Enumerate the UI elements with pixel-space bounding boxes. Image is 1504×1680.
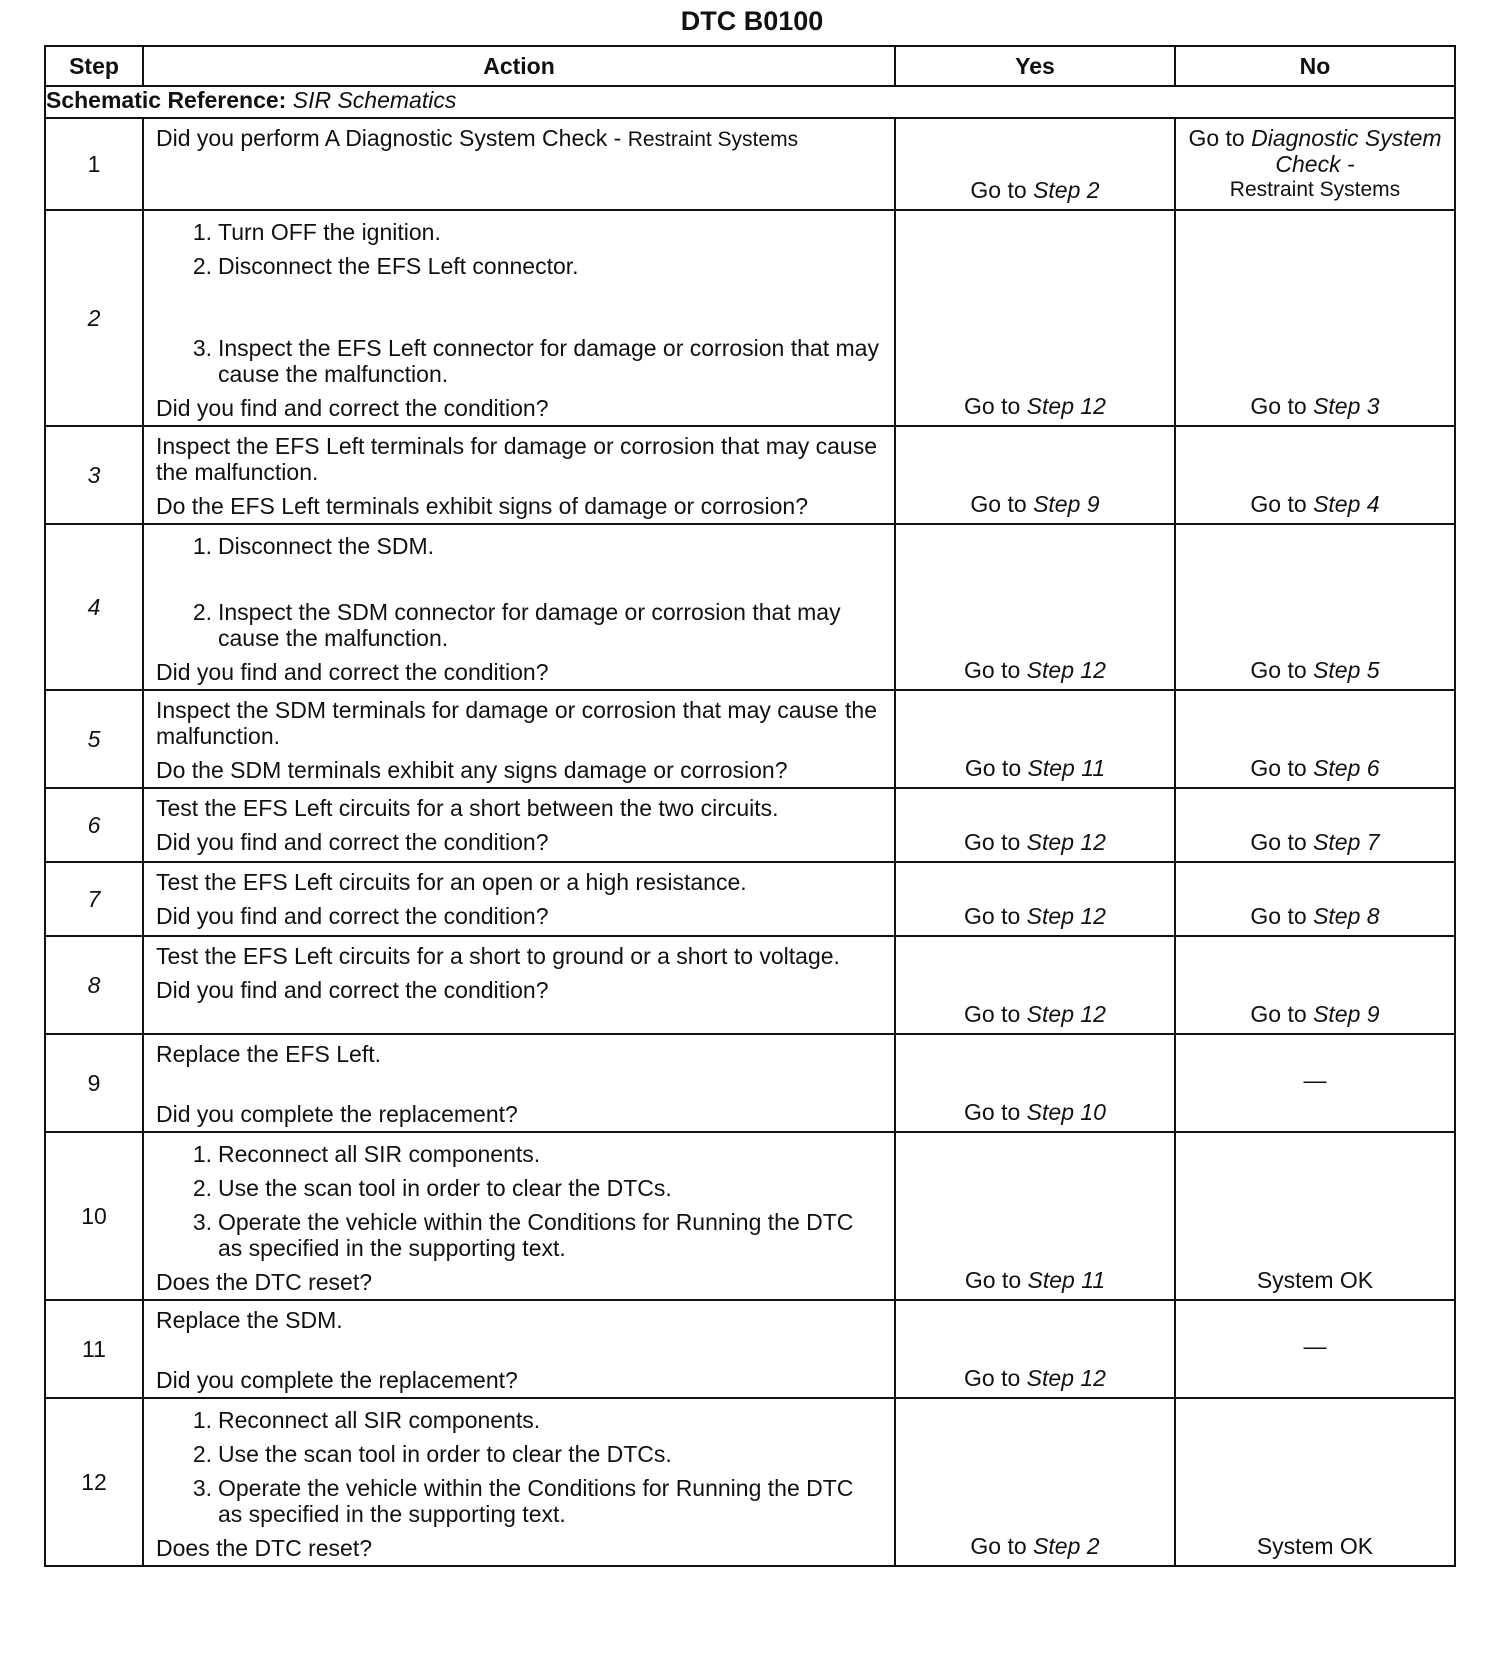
- action-text: Inspect the EFS Left terminals for damage or corrosion that may cause the malfunction.: [156, 433, 878, 485]
- yes-target: 11: [1081, 755, 1106, 781]
- no-cell: Go to Step 3: [1175, 210, 1455, 426]
- no-cell: Go to Step 4: [1175, 426, 1455, 524]
- step-number: 5: [45, 690, 143, 788]
- list-item: 2. Use the scan tool in order to clear the DTCs.: [192, 1175, 672, 1201]
- action-cell: [143, 524, 895, 690]
- no-target: 8: [1366, 903, 1380, 929]
- list-item: 3. Operate the vehicle within the Conditions for Running the DTC as specified in the supporting text.: [192, 1475, 854, 1527]
- action-cell: [143, 1398, 895, 1566]
- action-text: Replace the EFS Left.: [156, 1041, 382, 1067]
- no-cell: [1175, 1398, 1455, 1566]
- action-text: Test the EFS Left circuits for a short to ground or a short to voltage.: [156, 943, 840, 969]
- question-text: Did you complete the replacement?: [156, 1101, 518, 1127]
- action-cell: [143, 936, 895, 1034]
- header-row: [45, 46, 1455, 86]
- list-item: 1. Disconnect the SDM.: [192, 533, 435, 559]
- question-text: Do the EFS Left terminals exhibit signs of damage or corrosion?: [156, 493, 808, 519]
- yes-target: 12: [1080, 1001, 1106, 1027]
- dash: —: [1303, 1333, 1327, 1359]
- yes-target: 2: [1086, 177, 1100, 203]
- list-item: 1. Reconnect all SIR components.: [192, 1407, 541, 1433]
- action-cell: [143, 118, 895, 210]
- question-text: Do the SDM terminals exhibit any signs damage or corrosion?: [156, 757, 788, 783]
- step-label: Step: [1033, 177, 1081, 203]
- list-item: 2. Inspect the SDM connector for damage or corrosion that may cause the malfunction.: [192, 599, 841, 651]
- table-row: [45, 1132, 1455, 1300]
- list-item: 1. Turn OFF the ignition.: [192, 219, 441, 245]
- table-row: [45, 524, 1455, 690]
- no-cell: Go to Step 8: [1175, 862, 1455, 936]
- action-text: Replace the SDM.: [156, 1307, 343, 1333]
- yes-target: 12: [1080, 903, 1106, 929]
- yes-target: 12: [1080, 829, 1106, 855]
- schematic-reference-row: [45, 86, 1455, 118]
- step-number: 2: [45, 210, 143, 426]
- yes-cell: Go to Step 11: [895, 690, 1175, 788]
- no-target: 5: [1366, 657, 1380, 683]
- question-text: Did you find and correct the condition?: [156, 903, 549, 929]
- yes-target: 12: [1080, 393, 1106, 419]
- no-result: System OK: [1256, 1267, 1374, 1293]
- no-cell: Go to Step 9: [1175, 936, 1455, 1034]
- action-cell: [143, 210, 895, 426]
- table-row: [45, 426, 1455, 524]
- list-item: 2. Use the scan tool in order to clear the DTCs.: [192, 1441, 672, 1467]
- no-target-link: Diagnostic System Check -: [1251, 125, 1442, 177]
- yes-cell: Go to Step 12: [895, 1300, 1175, 1398]
- table-row: [45, 210, 1455, 426]
- yes-cell: Go to Step 12: [895, 788, 1175, 862]
- step-number: 9: [45, 1034, 143, 1132]
- step-number: 6: [45, 788, 143, 862]
- diagnostic-table: [44, 45, 1456, 1567]
- table-row: [45, 1034, 1455, 1132]
- yes-cell: Go to Step 2: [895, 1398, 1175, 1566]
- question-text: Did you find and correct the condition?: [156, 977, 549, 1003]
- header-no: No: [1175, 46, 1455, 86]
- no-target: 9: [1366, 1001, 1380, 1027]
- yes-cell: Go to Step 9: [895, 426, 1175, 524]
- question-text: Did you find and correct the condition?: [156, 829, 549, 855]
- yes-target: 12: [1080, 657, 1106, 683]
- yes-target: 11: [1081, 1267, 1106, 1293]
- goto-label: Go to: [1188, 125, 1245, 151]
- step-number: 11: [45, 1300, 143, 1398]
- spacer: [156, 287, 882, 327]
- no-cell: [1175, 1034, 1455, 1132]
- question-text: Does the DTC reset?: [156, 1269, 373, 1295]
- no-target: 4: [1366, 491, 1380, 517]
- no-cell: [1175, 1300, 1455, 1398]
- header-action: Action: [143, 46, 895, 86]
- no-target: 7: [1366, 829, 1380, 855]
- no-target: 3: [1366, 393, 1380, 419]
- yes-cell: Go to Step 12: [895, 862, 1175, 936]
- yes-cell: Go to Step 11: [895, 1132, 1175, 1300]
- no-target-small: Restraint Systems: [1229, 178, 1401, 201]
- action-cell: [143, 1300, 895, 1398]
- table-row: [45, 690, 1455, 788]
- action-cell: [143, 788, 895, 862]
- list-item: 3. Operate the vehicle within the Conditions for Running the DTC as specified in the supporting text.: [192, 1209, 854, 1261]
- table-row: [45, 788, 1455, 862]
- action-cell: [143, 1034, 895, 1132]
- step-number: 7: [45, 862, 143, 936]
- yes-cell: [895, 118, 1175, 210]
- dash: —: [1303, 1067, 1327, 1093]
- goto-label: Go to: [970, 177, 1027, 203]
- schematic-label: Schematic Reference:: [46, 87, 287, 113]
- list-item: 1. Reconnect all SIR components.: [192, 1141, 541, 1167]
- no-cell: Go to Step 5: [1175, 524, 1455, 690]
- list-item: 3. Inspect the EFS Left connector for damage or corrosion that may cause the malfunction.: [192, 335, 879, 387]
- spacer: [156, 567, 882, 591]
- step-number: 10: [45, 1132, 143, 1300]
- yes-cell: Go to Step 12: [895, 210, 1175, 426]
- question-text: Does the DTC reset?: [156, 1535, 373, 1561]
- table-row: [45, 118, 1455, 210]
- action-text: Did you perform A Diagnostic System Check -: [156, 125, 622, 151]
- yes-target: 9: [1086, 491, 1100, 517]
- yes-target: 12: [1080, 1365, 1106, 1391]
- header-step: Step: [45, 46, 143, 86]
- step-number: 3: [45, 426, 143, 524]
- question-text: Did you complete the replacement?: [156, 1367, 518, 1393]
- no-cell: [1175, 1132, 1455, 1300]
- list-item: 2. Disconnect the EFS Left connector.: [192, 253, 579, 279]
- action-cell: [143, 862, 895, 936]
- yes-target: 2: [1086, 1533, 1100, 1559]
- question-text: Did you find and correct the condition?: [156, 659, 549, 685]
- table-row: [45, 1398, 1455, 1566]
- step-number: 12: [45, 1398, 143, 1566]
- step-number: 8: [45, 936, 143, 1034]
- table-row: [45, 936, 1455, 1034]
- action-cell: [143, 426, 895, 524]
- table-row: [45, 1300, 1455, 1398]
- action-cell: [143, 1132, 895, 1300]
- step-number: 4: [45, 524, 143, 690]
- document-title: DTC B0100: [680, 6, 824, 36]
- yes-cell: Go to Step 10: [895, 1034, 1175, 1132]
- question-text: Did you find and correct the condition?: [156, 395, 549, 421]
- action-text-small: Restraint Systems: [627, 128, 799, 151]
- action-text: Inspect the SDM terminals for damage or corrosion that may cause the malfunction.: [156, 697, 877, 749]
- header-yes: Yes: [895, 46, 1175, 86]
- no-cell: [1175, 118, 1455, 210]
- no-result: System OK: [1256, 1533, 1374, 1559]
- yes-cell: Go to Step 12: [895, 936, 1175, 1034]
- no-cell: Go to Step 6: [1175, 690, 1455, 788]
- yes-cell: Go to Step 12: [895, 524, 1175, 690]
- no-cell: Go to Step 7: [1175, 788, 1455, 862]
- action-text: Test the EFS Left circuits for a short between the two circuits.: [156, 795, 779, 821]
- table-row: [45, 862, 1455, 936]
- no-target: 6: [1366, 755, 1380, 781]
- step-number: 1: [45, 118, 143, 210]
- schematic-value: SIR Schematics: [292, 87, 457, 113]
- yes-target: 10: [1080, 1099, 1106, 1125]
- action-text: Test the EFS Left circuits for an open or a high resistance.: [156, 869, 747, 895]
- schematic-reference: [45, 86, 1455, 118]
- action-cell: [143, 690, 895, 788]
